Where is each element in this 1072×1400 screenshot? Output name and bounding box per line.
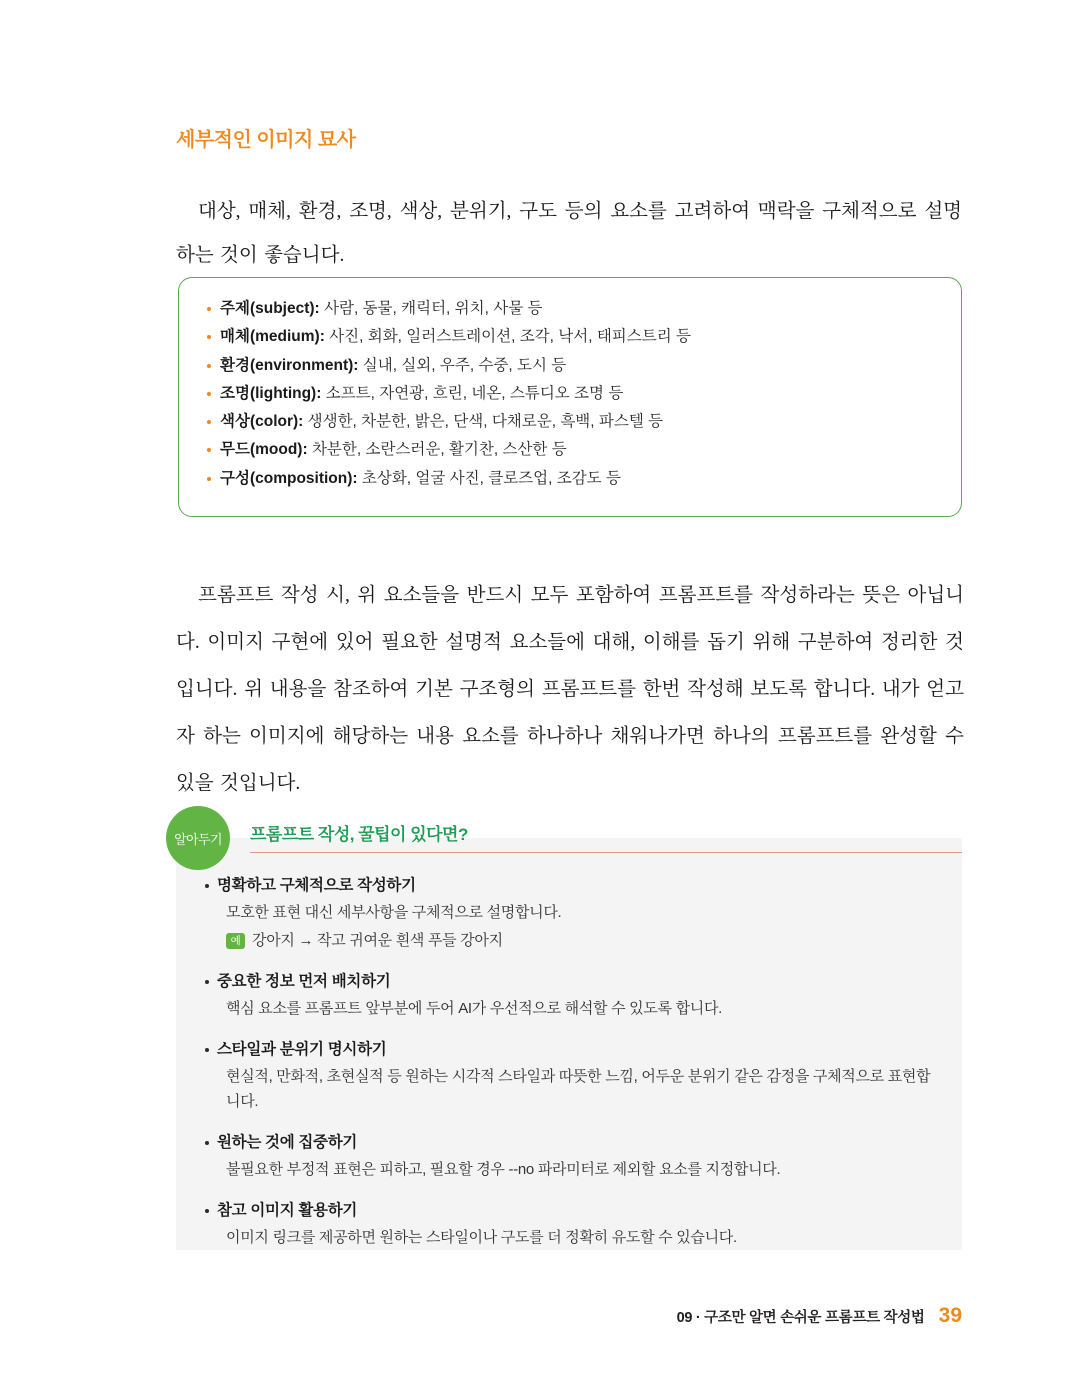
tip-item-title: 원하는 것에 집중하기	[204, 1131, 944, 1155]
tip-item-desc: 이미지 링크를 제공하면 원하는 스타일이나 구도를 더 정확히 유도할 수 있습니다.	[226, 1229, 737, 1246]
list-item-term: 구성(composition):	[220, 469, 358, 487]
list-item	[205, 465, 945, 493]
intro-paragraph: 대상, 매체, 환경, 조명, 색상, 분위기, 구도 등의 요소를 고려하여 맥락을 구체적으로 설명하는 것이 좋습니다.	[176, 200, 962, 266]
list-item-term: 무드(mood):	[220, 441, 308, 459]
footer-chapter-label: 09 · 구조만 알면 손쉬운 프롬프트 작성법	[676, 1310, 925, 1326]
tip-item	[204, 1131, 944, 1182]
list-item-desc: 생생한, 차분한, 밝은, 단색, 다채로운, 흑백, 파스텔 등	[307, 413, 664, 431]
tip-item-desc: 현실적, 만화적, 초현실적 등 원하는 시각적 스타일과 따뜻한 느낌, 어두운 분위기 같은 감정을 구체적으로 표현합니다.	[226, 1068, 931, 1110]
tip-item-title: 스타일과 분위기 명시하기	[204, 1038, 944, 1062]
tip-item-desc: 불필요한 부정적 표현은 피하고, 필요할 경우 --no 파라미터로 제외할 요소를 지정합니다.	[226, 1161, 781, 1178]
list-item-desc: 사진, 회화, 일러스트레이션, 조각, 낙서, 태피스트리 등	[329, 328, 691, 346]
page-title: 세부적인 이미지 묘사	[176, 129, 356, 152]
list-item-desc: 초상화, 얼굴 사진, 클로즈업, 조감도 등	[361, 469, 621, 487]
example-chip-icon: 예	[226, 933, 245, 949]
tip-item	[204, 1199, 944, 1250]
list-item-term: 환경(environment):	[220, 356, 359, 374]
list-item-term: 조명(lighting):	[220, 384, 322, 402]
tip-item	[204, 970, 944, 1021]
tip-title: 프롬프트 작성, 꿀팁이 있다면?	[250, 825, 468, 844]
list-item-term: 매체(medium):	[220, 328, 325, 346]
element-list	[205, 295, 945, 493]
body-paragraph: 프롬프트 작성 시, 위 요소들을 반드시 모두 포함하여 프롬프트를 작성하라는 뜻은 아닙니다. 이미지 구현에 있어 필요한 설명적 요소들에 대해, 이해를 돕기 위해 구분하여 정리한 것입니다. 위 내용을 참조하여 기본 구조형의 프롬프트를 한번 작성해 보도록 합니다. 내가 얻고자 하는 이미지에 해당하는 내용 요소를 하나하나 채워나가면 하나의 프롬프트를 완성할 수 있을 것입니다.	[176, 584, 964, 794]
list-item-desc: 사람, 동물, 캐릭터, 위치, 사물 등	[324, 300, 543, 317]
list-item	[205, 295, 945, 323]
tip-item-example	[204, 929, 944, 953]
list-item	[205, 323, 945, 351]
tip-item	[204, 874, 944, 953]
tip-panel	[176, 838, 962, 1250]
tip-badge: 알아두기	[166, 806, 230, 870]
list-item	[205, 380, 945, 408]
element-callout-box	[178, 277, 962, 517]
tip-item-list	[204, 874, 944, 1267]
tip-item-desc: 핵심 요소를 프롬프트 앞부분에 두어 AI가 우선적으로 해석할 수 있도록 합니다.	[226, 1000, 723, 1017]
tip-title-divider	[250, 852, 962, 853]
page-footer	[677, 1304, 962, 1328]
list-item-desc: 차분한, 소란스러운, 활기찬, 스산한 등	[311, 441, 567, 459]
tip-item-title: 명확하고 구체적으로 작성하기	[204, 874, 944, 898]
list-item-desc: 소프트, 자연광, 흐린, 네온, 스튜디오 조명 등	[325, 384, 624, 402]
list-item	[205, 436, 945, 464]
page-number: 39	[938, 1304, 962, 1327]
tip-item-title: 참고 이미지 활용하기	[204, 1199, 944, 1223]
tip-item-title: 중요한 정보 먼저 배치하기	[204, 970, 944, 994]
tip-item-desc: 모호한 표현 대신 세부사항을 구체적으로 설명합니다.	[226, 904, 562, 921]
list-item-term: 주제(subject):	[220, 300, 320, 317]
list-item-desc: 실내, 실외, 우주, 수중, 도시 등	[362, 356, 567, 374]
example-text: 강아지 → 작고 귀여운 흰색 푸들 강아지	[252, 932, 503, 949]
list-item	[205, 352, 945, 380]
list-item	[205, 408, 945, 436]
tip-item	[204, 1038, 944, 1114]
list-item-term: 색상(color):	[220, 413, 304, 431]
